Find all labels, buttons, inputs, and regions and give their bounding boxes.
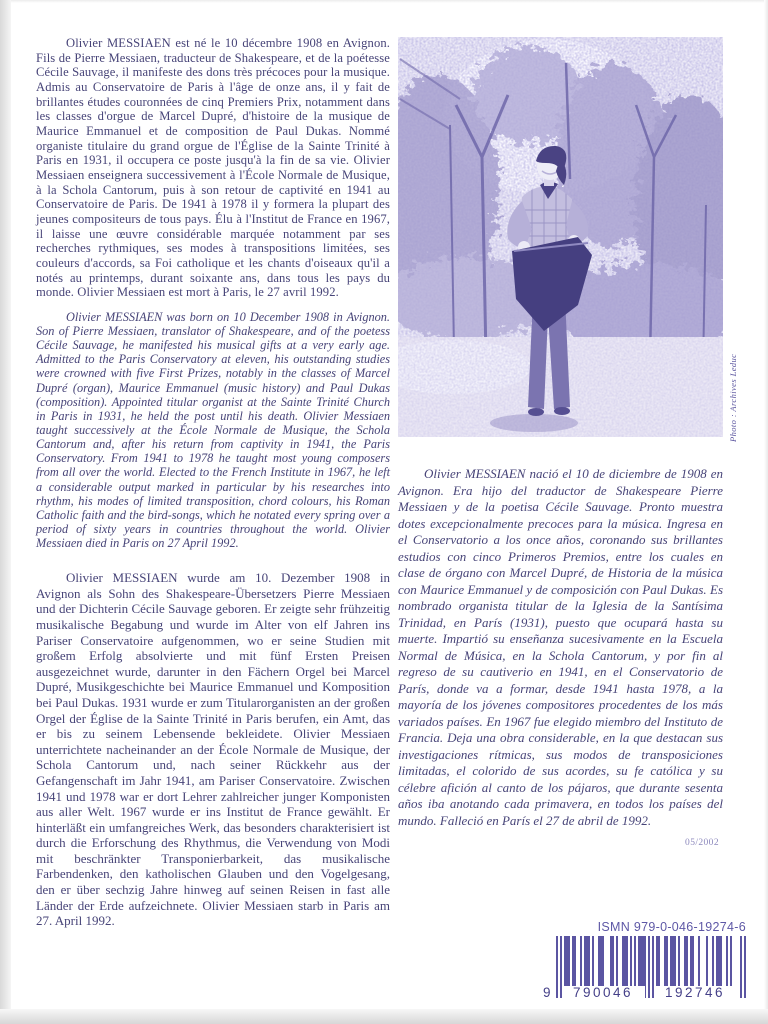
- photo-credit: Photo : Archives Leduc: [728, 353, 738, 442]
- barcode-digits: [543, 983, 746, 999]
- bio-spanish: Olivier MESSIAEN nació el 10 de diciembre de 1908 en Avignon. Era hijo del traductor de Shakespeare Pierre Messiaen y de la poetisa Cécile Sauvage. Pronto muestra dotes excepcionalmente precoces para la música. Ingresa en el Conservatorio a los once años, coronando sus brillantes estudios con cinco Primeros Premios, entre los cuales en clase de órgano con Marcel Dupré, de Historia de la música con Maurice Emmanuel y de composición con Paul Dukas. Es nombrado organista titular de la Iglesia de la Santísima Trinidad, en París (1931), puesto que ocupará hasta su muerte. Impartió su enseñanza sucesivamente en la Escuela Normal de Música, en la Schola Cantorum, y por fin al regreso de su cautiverio en 1941, en el Conservatorio de París, donde va a formar, desde 1941 hasta 1978, a la mayoría de los jóvenes compositores procedentes de los más variados países. En 1967 fue elegido miembro del Instituto de Francia. Deja una obra considerable, en la que destacan sus investigaciones rítmicas, sus modos de transposiciones limitadas, el colorido de sus acordes, su fe católica y su célebre afición al canto de los pájaros, que durante sesenta años iba anotando cada primavera, en todos los países del mundo. Falleció en París el 27 de abril de 1992.: [398, 466, 723, 828]
- bio-english: Olivier MESSIAEN was born on 10 December 1908 in Avignon. Son of Pierre Messiaen, translator of Shakespeare, and of the poetess Cécile Sauvage, he manifested his musical gifts at a very early age. Admitted to the Paris Conservatory at eleven, his outstanding studies were crowned with five First Prizes, notably in the classes of Marcel Dupré (organ), Maurice Emmanuel (music history) and Paul Dukas (composition). Appointed titular organist at the Sainte Trinité Church in Paris in 1931, he held the post until his death. Olivier Messiaen taught successively at the École Normale de Musique, the Schola Cantorum and, after his return from captivity in 1941, the Paris Conservatory. From 1941 to 1978 he taught most young composers from all over the world. Elected to the French Institute in 1967, he left a considerable output marked in particular by his researches into rhythm, his modes of limited transposition, chord colours, his Roman Catholic faith and the bird-songs, which he notated every spring over a period of sixty years in countries throughout the world. Olivier Messiaen died in Paris on 27 April 1992.: [36, 309, 390, 551]
- page-edge-top: [0, 0, 768, 3]
- barcode-digit-lead: 9: [543, 984, 551, 1000]
- right-column: [398, 37, 723, 848]
- bio-german: Olivier MESSIAEN wurde am 10. Dezember 1908 in Avignon als Sohn des Shakespeare-Übersetzers Pierre Messiaen und der Dichterin Cécile Sauvage geboren. Er zeigte sehr frühzeitig musikalische Begabung und wurde im Alter von elf Jahren ins Pariser Conservatoire aufgenommen, wo er seine Studien mit großem Erfolg absolvierte und mit fünf Ersten Preisen ausgezeichnet wurde, darunter in den Fächern Orgel bei Marcel Dupré, Musikgeschichte bei Maurice Emmanuel und Komposition bei Paul Dukas. 1931 wurde er zum Titularorganisten an der großen Orgel der Église de la Sainte Trinité in Paris berufen, ein Amt, das er bis zu seinem Lebensende bekleidete. Olivier Messiaen unterrichtete nacheinander an der École Normale de Musique, der Schola Cantorum und, nach seiner Rückkehr aus der Gefangenschaft im Jahr 1941, am Pariser Conservatoire. Zwischen 1941 und 1978 war er dort Lehrer zahlreicher junger Komponisten aus aller Welt. 1967 wurde er ins Institut de France gewählt. Er hinterläßt ein umfangreiches Werk, das besonders charakterisiert ist durch die Erforschung des Rhythmus, die Verwendung von Modi mit beschränkter Transponierbarkeit, das musikalische Farbendenken, den katholischen Glauben und den Vogelgesang, den er über sechzig Jahre hinweg auf seinen Reisen in fast alle Länder der Erde aufzeichnete. Olivier Messiaen starb in Paris am 27. April 1992.: [36, 570, 390, 929]
- page-edge-right: [764, 0, 768, 1024]
- left-text-column: [36, 36, 390, 929]
- barcode-digit-group2: 192746: [654, 986, 737, 1000]
- ismn-number: ISMN 979-0-046-19274-6: [597, 920, 746, 934]
- barcode-block: [543, 920, 746, 1000]
- ean-barcode: [543, 936, 746, 1000]
- bio-french: Olivier MESSIAEN est né le 10 décembre 1908 en Avignon. Fils de Pierre Messiaen, traducteur de Shakespeare, et de la poétesse Cécile Sauvage, il manifeste des dons très précoces pour la musique. Admis au Conservatoire de Paris à l'âge de onze ans, il y fait de brillantes études couronnées de cinq Premiers Prix, notamment dans les classes d'orgue de Marcel Dupré, d'histoire de la musique de Maurice Emmanuel et de composition de Paul Dukas. Nommé organiste titulaire du grand orgue de l'Église de la Sainte Trinité à Paris en 1931, il occupera ce poste jusqu'à la fin de sa vie. Olivier Messiaen enseignera successivement à l'École Normale de Musique, à la Schola Cantorum, puis à son retour de captivité en 1941 au Conservatoire de Paris. De 1941 à 1978 il y formera la plupart des jeunes compositeurs de tous pays. Élu à l'Institut de France en 1967, il laisse une œuvre considérable marquée notamment par ses recherches rythmiques, ses modes à transpositions limitées, ses couleurs d'accords, sa Foi catholique et les chants d'oiseaux qu'il a notés au printemps, durant soixante ans, dans tous les pays du monde. Olivier Messiaen est mort à Paris, le 27 avril 1992.: [36, 36, 390, 300]
- barcode-digit-group1: 790046: [562, 986, 645, 1000]
- plate-date: 05/2002: [685, 838, 719, 848]
- page-edge-bottom: [0, 1009, 768, 1024]
- messiaen-meadow-photo: [398, 37, 723, 437]
- page-edge-left: [0, 0, 11, 1024]
